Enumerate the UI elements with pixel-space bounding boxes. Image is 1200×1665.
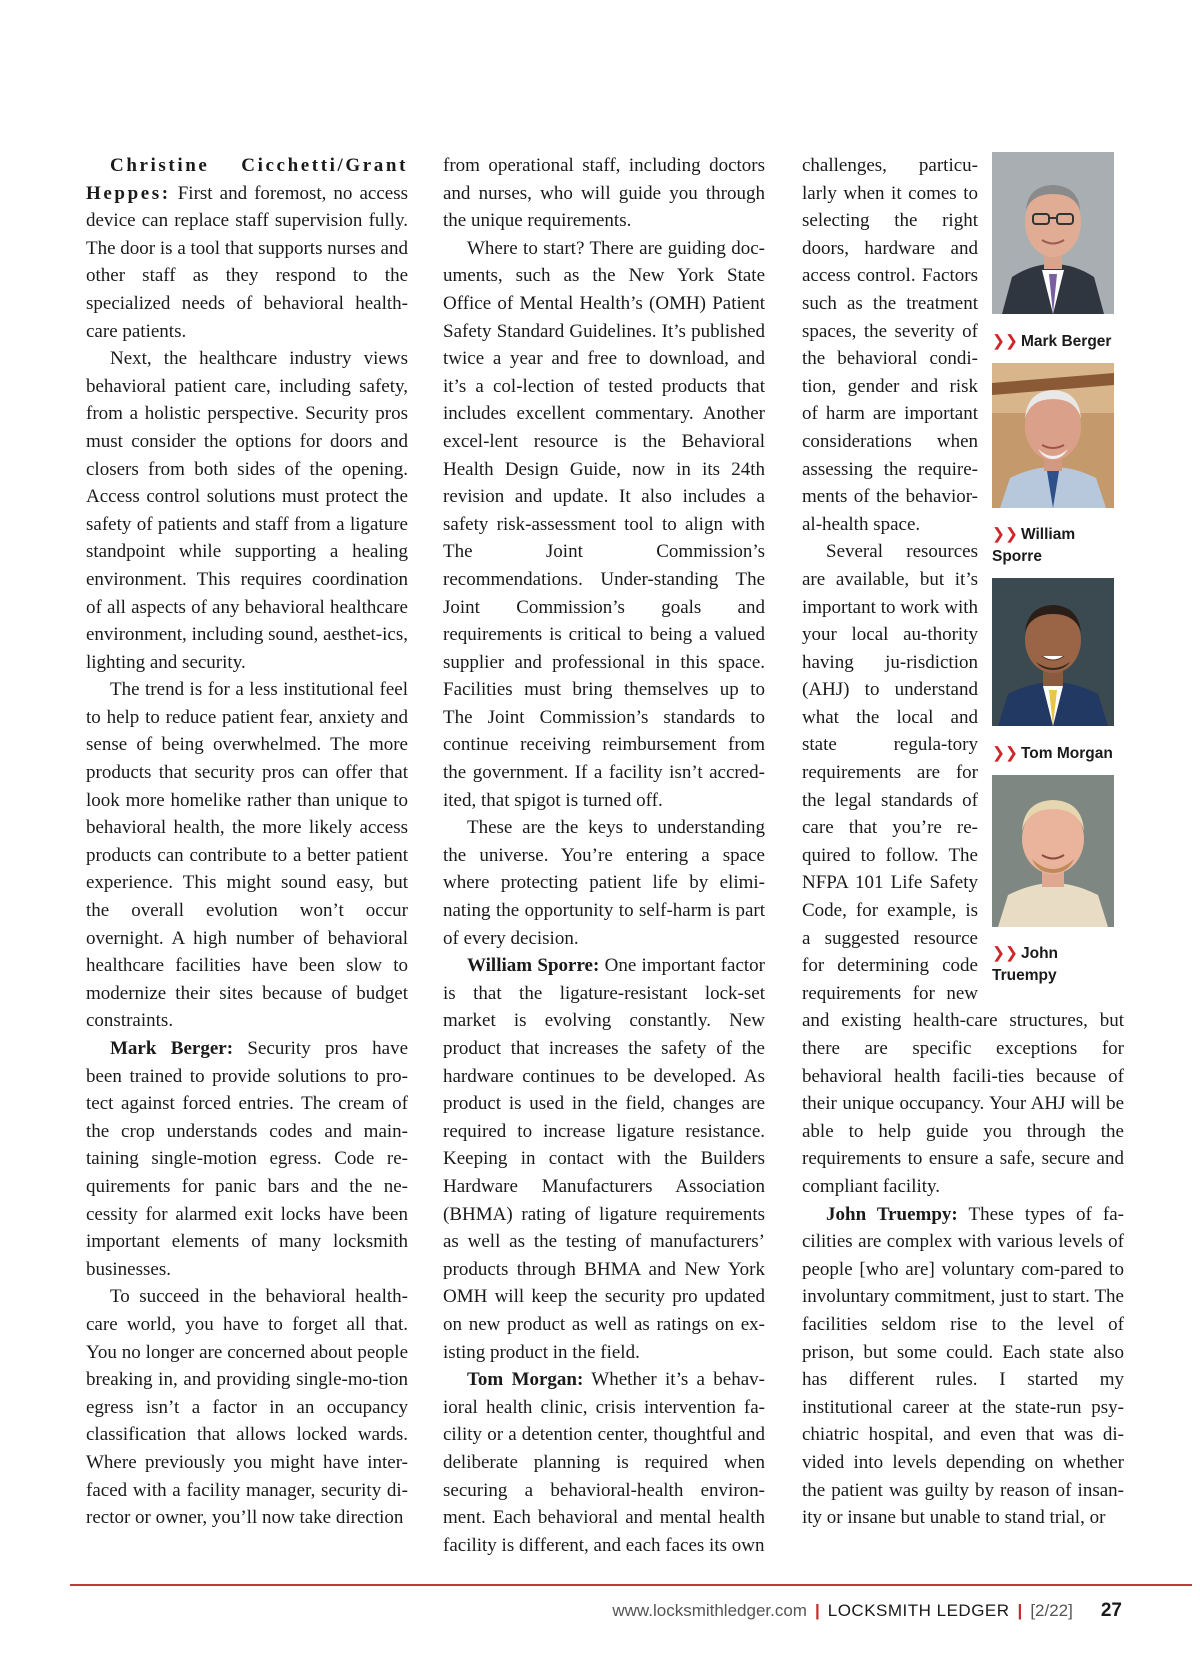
chevron-right-icon: ❯❯ (992, 744, 1018, 762)
portrait-photo (992, 775, 1114, 936)
paragraph: Christine Cicchetti/Grant Heppes: First and foremost, no access device can replace staff supervision fully. The door is a tool that supports nurses and other staff as they respond to the specialized needs of behavioral health-care patients. (86, 155, 408, 342)
paragraph: John Truempy: These types of fa-cilities are complex with various levels of people [who are] voluntary com-pared to involuntary commitment, just to start. The facilities seldom rise to the level of prison, but some could. Each state also has different rules. I started my institutional career at the state-run psy-chiatric hospital, and even that was di-vided into levels depending on whether the patient was guilty by reason of insan-ity or insane but unable to stand trial, or (802, 1203, 1124, 1529)
paragraph: Next, the healthcare industry views behavioral patient care, including safety, from a holistic perspective. Security pros must consider the options for doors and closers from both sides of the opening. Access control solutions must protect the safety of patients and staff from a ligature standpoint while supporting a healing environment. This requires coordination of all aspects of any behavioral healthcare environment, including sound, aesthet-ics, lighting and security. (86, 348, 408, 673)
paragraph: The trend is for a less institutional feel to help to reduce patient fear, anxiety and sense of being overwhelmed. The more products that security pros can offer that look more homelike rather than unique to behavioral health, the more likely access products can contribute to a better patient experience. This might sound easy, but the overall evolution won’t occur overnight. A high number of behavioral healthcare facilities have been slow to modernize their sites because of budget constraints. (86, 679, 408, 1032)
portrait-photo (992, 578, 1114, 735)
page-footer (612, 1600, 1122, 1622)
article-column-3 (802, 152, 1124, 1532)
paragraph: Tom Morgan: Whether it’s a behav-ioral health clinic, crisis intervention fa-cility or a detention center, thoughtful and deliberate planning is required when securing a behavioral-health environ-ment. Each behavioral and mental health facility is different, and each faces its own (443, 1369, 765, 1556)
chevron-right-icon: ❯❯ (992, 526, 1018, 544)
speaker-name: Mark Berger: (110, 1038, 234, 1059)
paragraph: Mark Berger: Security pros have been trained to provide solutions to pro-tect against forced entries. The cream of the crop understands codes and main-taining single-motion egress. Code re-quirements for panic bars and the ne-cessity for alarmed exit locks have been important elements of many locksmith businesses. (86, 1038, 409, 1280)
paragraph: William Sporre: One important factor is that the ligature-resistant lock-set market is evolving constantly. New product that increases the safety of the hardware continues to be developed. As product is used in the field, changes are required to increase ligature resistance. Keeping in contact with the Builders Hardware Manufacturers Association (BHMA) rating of ligature requirements as well as the testing of manufacturers’ products through BHMA and New York OMH will keep the security pro updated on new product as well as ratings on ex-isting product in the field. (443, 955, 765, 1363)
speaker-name: John Truempy: (826, 1203, 958, 1225)
portrait-photo (992, 152, 1114, 323)
photo-caption: ❯❯ William Sporre (992, 526, 1076, 566)
paragraph: Several resources are available, but it’s important to work with your local au-thority having ju-risdiction (AHJ) to understand what the local and state regula-tory requirements are for the legal standards of care that you’re re-quired to follow. The NFPA 101 Life Safety Code, for example, is a suggested resource for determining code requirements for new and existing health-care structures, but there are specific exceptions for behavioral health facili-ties because of their unique occupancy. Your AHJ will be able to help guide you through the requirements to ensure a safe, secure and compliant facility. (802, 541, 1124, 1197)
paragraph: Where to start? There are guiding doc-uments, such as the New York State Office of Mental Health’s (OMH) Patient Safety Standard Guidelines. It’s published twice a year and free to download, and it’s a col-lection of tested products that includes excellent commentary. Another excel-lent resource is the Behavioral Health Design Guide, now in its 24th revision and update. It also includes a safety risk-assessment tool to align with The Joint Commission’s recommendations. Under-standing The Joint Commission’s goals and requirements is critical to being a valued supplier and professional in this space. Facilities must bring themselves up to The Joint Commission’s standards to continue receiving reimbursement from the government. If a facility isn’t accred-ited, that spigot is turned off. (443, 237, 765, 811)
photo-caption: ❯❯ John Truempy (992, 945, 1059, 985)
paragraph: These are the keys to understanding the universe. You’re entering a space where protecting patient life by elimi-nating the opportunity to self-harm is part of every decision. (443, 817, 765, 949)
footer-url[interactable]: www.locksmithledger.com (612, 1601, 807, 1620)
headshot-john-truempy (992, 775, 1124, 988)
portrait-photo (992, 363, 1114, 517)
photo-caption: ❯❯ Mark Berger (992, 332, 1112, 350)
headshot-tom-morgan (992, 578, 1124, 765)
chevron-right-icon: ❯❯ (992, 332, 1018, 350)
speaker-name: Christine Cicchetti/Grant Heppes: (86, 155, 408, 204)
speaker-name: Tom Morgan: (467, 1369, 584, 1391)
chevron-right-icon: ❯❯ (992, 945, 1018, 963)
paragraph: from operational staff, including doctors and nurses, who will guide you through the unique requirements. (443, 155, 765, 232)
divider-bar: | (1017, 1601, 1023, 1620)
magazine-name: LOCKSMITH LEDGER (827, 1601, 1010, 1620)
headshot-william-sporre (992, 363, 1124, 569)
photo-caption: ❯❯ Tom Morgan (992, 744, 1113, 762)
paragraph: challenges, particu-larly when it comes to selecting the right doors, hardware and access control. Factors such as the treatment spaces, the severity of the behavioral condi-tion, gender and risk of harm are important considerations when assessing the require-ments of the behavior-al-health space. (802, 155, 978, 535)
speaker-name: William Sporre: (467, 955, 600, 977)
footer-rule (70, 1584, 1192, 1586)
divider-bar: | (814, 1601, 820, 1620)
article-column-2 (443, 152, 765, 1559)
headshot-mark-berger (992, 152, 1124, 353)
article-column-1 (86, 152, 408, 1532)
paragraph: To succeed in the behavioral health-care world, you have to forget all that. You no longer are concerned about people breaking in, and providing single-mo-tion egress isn’t a factor in an occupancy classification that allows locked wards. Where previously you might have inter-faced with a facility manager, security di-rector or owner, you’ll now take direction (86, 1286, 408, 1529)
issue-date: [2/22] (1030, 1601, 1073, 1620)
page-number: 27 (1100, 1600, 1122, 1621)
